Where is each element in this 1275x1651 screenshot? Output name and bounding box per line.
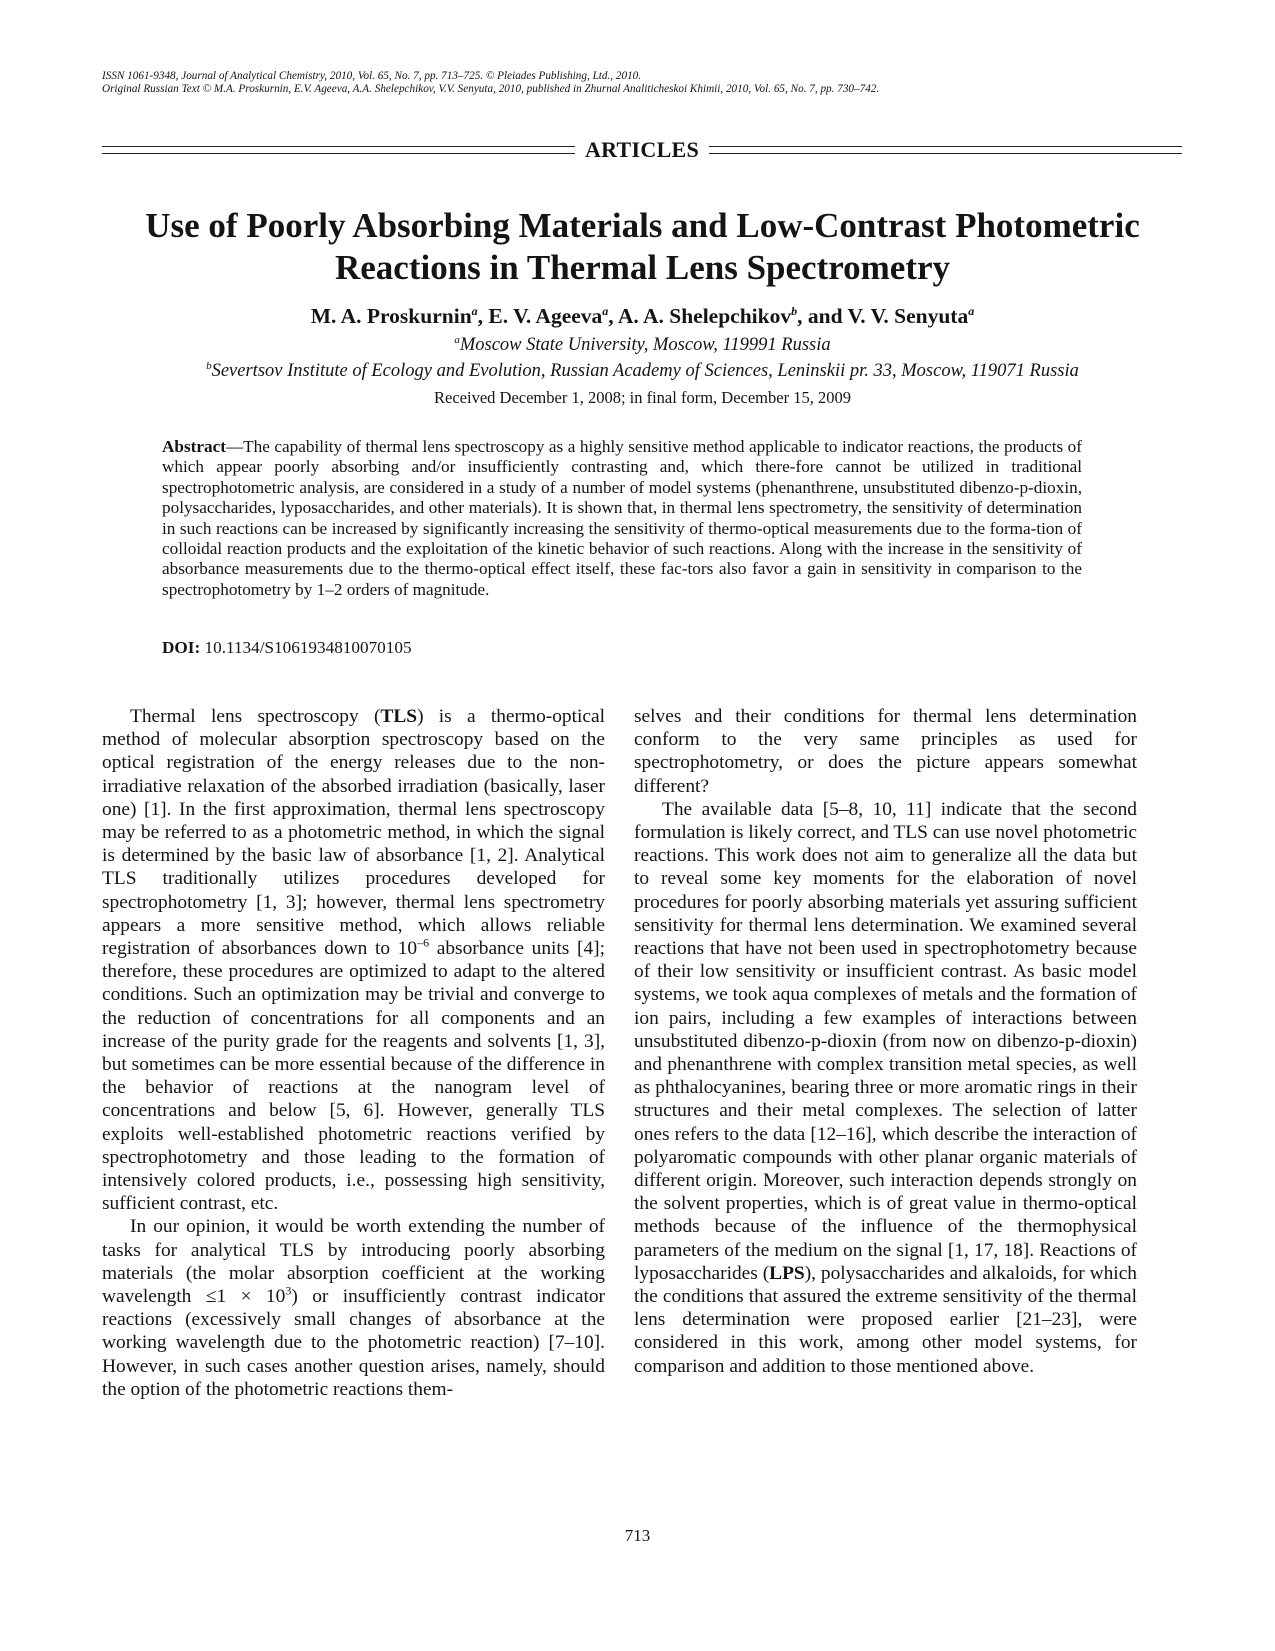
text-run: ), polysaccharides and alkaloids, for which the conditions that assured the extreme sensitivity of the thermal lens determination were proposed earlier [21–23], were considered in this work, among other model systems, for comparison and addition to those mentioned above. (634, 1262, 1137, 1377)
affiliation-a (60, 334, 1225, 356)
author-name: A. A. Shelepchikov (617, 304, 792, 329)
author-affiliation-mark: b (791, 304, 798, 318)
body-column-right (634, 705, 1137, 1378)
author-affiliation-mark: a (968, 304, 975, 318)
abbreviation-tls: TLS (380, 706, 418, 727)
author-separator: , (608, 304, 618, 329)
paragraph: selves and their conditions for thermal lens determination conform to the very same principles as used for spectrophotometry, or does the picture appears somewhat different? (634, 706, 1137, 797)
paragraph (634, 798, 1137, 1378)
received-dates: Received December 1, 2008; in final form, December 15, 2009 (434, 388, 851, 407)
author-name: E. V. Ageeva (488, 304, 603, 329)
abstract-label: Abstract (162, 437, 226, 456)
section-bar (102, 135, 1182, 165)
section-title: ARTICLES (584, 137, 700, 162)
text-run: ) or insufficiently contrast indicator reactions (excessively small changes of absorbance at the working wavelength due to the photometric reaction) [7–10]. However, in such cases another question arises, namely, should the option of the photometric reactions them- (102, 1286, 605, 1400)
affiliation-text: Severtsov Institute of Ecology and Evolution, Russian Academy of Sciences, Leninskii pr. 33, Moscow, 119071 Russia (211, 361, 1079, 382)
header-line-1: ISSN 1061-9348, Journal of Analytical Chemistry, 2010, Vol. 65, No. 7, pp. 713–725. © Pleiades Publishing, Ltd., 2010. (102, 70, 642, 82)
page-number: 713 (624, 1526, 651, 1545)
section-rule-right (709, 146, 1182, 154)
author-affiliation-mark: a (602, 304, 609, 318)
text-run: The available data [5–8, 10, 11] indicate that the second formulation is likely correct, and TLS can use novel photometric reactions. This work does not aim to generalize all the data but to reveal some key moments for the elaboration of novel procedures for poorly absorbing materials yet assuring sufficient sensitivity for thermal lens determination. We examined several reactions that have not been used in spectrophotometry because of their low sensitivity or insufficient contrast. As basic model systems, we took aqua complexes of metals and the formation of ion pairs, including a few examples of interactions between unsubstituted dibenzo-p-dioxin (from now on dibenzo-p-dioxin) and phenanthrene with complex transition metal species, as well as phthalocyanines, bearing three or more aromatic rings in their structures and their metal complexes. The selection of latter ones refers to the data [12–16], which describe the interaction of polyaromatic compounds with other planar organic materials of different origin. Moreover, such interaction depends strongly on the solvent properties, which is of great value in thermo-optical methods because of the influence of the thermophysical parameters of the medium on the signal [1, 17, 18]. Reactions of lyposaccharides ( (634, 798, 1137, 1284)
author-list (90, 304, 1195, 329)
author-affiliation-mark: a (471, 304, 478, 318)
abstract (162, 437, 1082, 600)
text-run: ) is a thermo-optical method of molecular absorption spectroscopy based on the optical registration of the energy releases due to the non-irradiative relaxation of the absorbed irradiation (basically, laser one) [1]. In the first approximation, thermal lens spectroscopy may be referred to as a photometric method, in which the signal is determined by the basic law of absorbance [1, 2]. Analytical TLS traditionally utilizes procedures developed for spectrophotometry [1, 3]; however, thermal lens spectrometry appears a more sensitive method, which allows reliable registration of absorbances down to 10 (102, 706, 605, 960)
affiliation-text: Moscow State University, Moscow, 119991 Russia (459, 335, 831, 356)
author-separator: , (477, 304, 489, 329)
affiliation-mark: b (206, 360, 212, 372)
paragraph (102, 705, 605, 1215)
paragraph (102, 1215, 605, 1401)
author-separator: , and (797, 304, 848, 329)
text-run: absorbance units [4]; therefore, these procedures are optimized to adapt to the altered conditions. Such an optimization may be trivial and converge to the reduction of concentrations for all components and an increase of the purity grade for the reagents and solvents [1, 3], but sometimes can be more essential because of the difference in the behavior of reactions at the nanogram level of concentrations and below [5, 6]. However, generally TLS exploits well-established photometric reactions verified by spectrophotometry and those leading to the formation of intensively colored products, i.e., possessing high sensitivity, sufficient contrast, etc. (102, 938, 605, 1215)
section-rule-left (102, 146, 575, 154)
doi-label: DOI: (162, 638, 201, 657)
affiliation-mark: a (454, 334, 460, 346)
body-column-left (102, 705, 605, 1401)
affiliation-b (60, 360, 1225, 382)
exponent: 3 (285, 1283, 292, 1298)
author-name: V. V. Senyuta (847, 304, 969, 329)
header-line-2: Original Russian Text © M.A. Proskurnin, E.V. Ageeva, A.A. Shelepchikov, V.V. Senyuta, 2010, published in Zhurnal Analiticheskoi Khimii, 2010, Vol. 65, No. 7, pp. 730–742. (102, 83, 880, 95)
doi-value[interactable]: 10.1134/S1061934810070105 (204, 638, 412, 657)
doi (162, 638, 412, 658)
title-line-1: Use of Poorly Absorbing Materials and Low-Contrast Photometric (145, 206, 1140, 245)
author-name: M. A. Proskurnin (310, 304, 472, 329)
article-title (90, 205, 1195, 289)
journal-header (102, 70, 1182, 96)
abstract-text: —The capability of thermal lens spectroscopy as a highly sensitive method applicable to indicator reactions, the products of which appear poorly absorbing and/or insufficiently contrasting and, which there-fore cannot be utilized in traditional spectrophotometric analysis, are considered in a study of a number of model systems (phenanthrene, unsubstituted dibenzo-p-dioxin, polysaccharides, lyposaccharides, and other materials). It is shown that, in thermal lens spectrometry, the sensitivity of determination in such reactions can be increased by significantly increasing the sensitivity of thermo-optical measurements due to the forma-tion of colloidal reaction products and the exploitation of the kinetic behavior of such reactions. Along with the increase in the sensitivity of absorbance measurements due to the thermo-optical effect itself, these fac-tors also favor a gain in sensitivity in comparison to the spectrophotometry by 1–2 orders of magnitude. (162, 437, 1082, 599)
abbreviation-lps: LPS (769, 1262, 805, 1284)
title-line-2: Reactions in Thermal Lens Spectrometry (334, 248, 951, 287)
text-run: Thermal lens spectroscopy ( (130, 706, 381, 727)
text-run: In our opinion, it would be worth extending the number of tasks for analytical TLS by introducing poorly absorbing materials (the molar absorption coefficient at the working wavelength ≤1 × 10 (102, 1216, 605, 1308)
exponent: –6 (417, 935, 430, 950)
